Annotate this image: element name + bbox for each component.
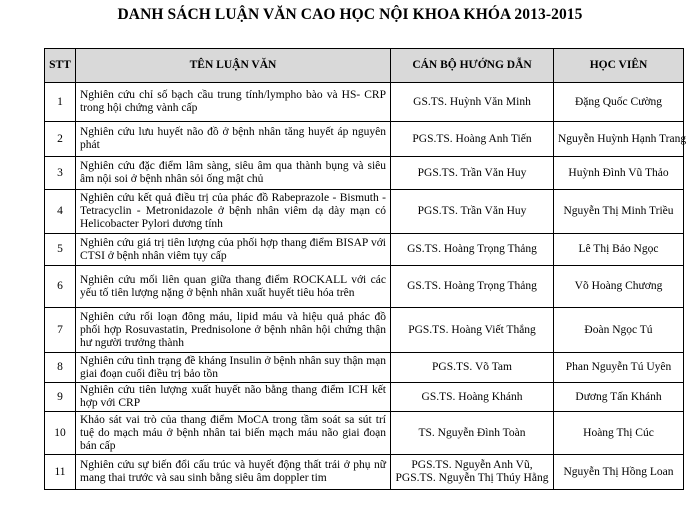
row-student: Đặng Quốc Cường (554, 83, 684, 122)
table-row (45, 412, 684, 455)
row-thesis: Nghiên cứu mối liên quan giữa thang điểm ROCKALL với các yếu tố tiên lượng nặng ở bệnh nhân xuất huyết tiêu hóa trên (76, 266, 391, 308)
row-thesis: Khảo sát vai trò của thang điểm MoCA trong tầm soát sa sút trí tuệ do mạch máu ở bệnh nhân tai biến mạch máu não giai đoạn bán cấp (76, 412, 391, 455)
row-thesis: Nghiên cứu sự biến đổi cấu trúc và huyết động thất trái ở phụ nữ mang thai trước và sau sinh bằng siêu âm doppler tim (76, 455, 391, 490)
row-advisor-2: PGS.TS. Nguyễn Thị Thúy Hằng (395, 472, 549, 484)
row-advisor: PGS.TS. Trần Văn Huy (391, 157, 554, 190)
row-stt: 1 (45, 83, 76, 122)
row-stt: 9 (45, 383, 76, 412)
row-advisor: PGS.TS. Hoàng Anh Tiến (391, 122, 554, 157)
thesis-table (44, 48, 687, 490)
row-stt: 10 (45, 412, 76, 455)
row-stt: 7 (45, 308, 76, 353)
row-advisor: GS.TS. Hoàng Trọng Thảng (391, 266, 554, 308)
table-row (45, 266, 684, 308)
row-advisor: GS.TS. Hoàng Trọng Thảng (391, 234, 554, 266)
row-advisor: GS.TS. Hoàng Khánh (391, 383, 554, 412)
header-advisor: CÁN BỘ HƯỚNG DẪN (391, 49, 554, 83)
row-stt: 11 (45, 455, 76, 490)
header-thesis: TÊN LUẬN VĂN (76, 49, 391, 83)
table-row (45, 383, 684, 412)
row-student: Nguyễn Thị Minh Triều (554, 190, 684, 234)
row-advisor: TS. Nguyễn Đình Toàn (391, 412, 554, 455)
row-advisor: PGS.TS. Hoàng Viết Thắng (391, 308, 554, 353)
row-stt: 8 (45, 353, 76, 383)
table-row (45, 122, 684, 157)
row-student: Dương Tấn Khánh (554, 383, 684, 412)
row-thesis: Nghiên cứu rối loạn đông máu, lipid máu và hiệu quả phác đồ phối hợp Rosuvastatin, Prednisolone ở bệnh nhân hội chứng thận hư người trưởng thành (76, 308, 391, 353)
row-student: Nguyễn Thị Hồng Loan (554, 455, 684, 490)
row-student: Huỳnh Đình Vũ Thảo (554, 157, 684, 190)
row-thesis: Nghiên cứu tình trạng đề kháng Insulin ở bệnh nhân suy thận mạn giai đoạn cuối điều trị bảo tồn (76, 353, 391, 383)
row-thesis: Nghiên cứu giá trị tiên lượng của phối hợp thang điểm BISAP với CTSI ở bệnh nhân viêm tụy cấp (76, 234, 391, 266)
row-advisor: PGS.TS. Võ Tam (391, 353, 554, 383)
row-advisor-cell (391, 455, 554, 490)
row-stt: 2 (45, 122, 76, 157)
table-row (45, 157, 684, 190)
table-row (45, 190, 684, 234)
row-thesis: Nghiên cứu chỉ số bạch cầu trung tính/lympho bào và HS- CRP trong hội chứng vành cấp (76, 83, 391, 122)
row-thesis: Nghiên cứu lưu huyết não đồ ở bệnh nhân tăng huyết áp nguyên phát (76, 122, 391, 157)
row-stt: 3 (45, 157, 76, 190)
table-row (45, 455, 684, 490)
row-student: Nguyễn Huỳnh Hạnh Trang (554, 122, 684, 157)
page-title: DANH SÁCH LUẬN VĂN CAO HỌC NỘI KHOA KHÓA 2013-2015 (117, 6, 583, 23)
row-stt: 6 (45, 266, 76, 308)
row-student: Phan Nguyễn Tú Uyên (554, 353, 684, 383)
table-row (45, 308, 684, 353)
row-student: Hoàng Thị Cúc (554, 412, 684, 455)
row-student: Đoàn Ngọc Tú (554, 308, 684, 353)
row-advisor: GS.TS. Huỳnh Văn Minh (391, 83, 554, 122)
row-thesis: Nghiên cứu kết quả điều trị của phác đồ Rabeprazole - Bismuth - Tetracyclin - Metronidazole ở bệnh nhân viêm dạ dày mạn có Helicobacter Pylori dương tính (76, 190, 391, 234)
header-stt: STT (45, 49, 76, 83)
row-stt: 4 (45, 190, 76, 234)
table-row (45, 83, 684, 122)
row-student: Lê Thị Bảo Ngọc (554, 234, 684, 266)
table-header-row (45, 49, 684, 83)
row-advisor: PGS.TS. Nguyễn Anh Vũ, (411, 459, 533, 471)
row-stt: 5 (45, 234, 76, 266)
table-row (45, 234, 684, 266)
header-student: HỌC VIÊN (554, 49, 684, 83)
row-student: Võ Hoàng Chương (554, 266, 684, 308)
row-thesis: Nghiên cứu đặc điểm lâm sàng, siêu âm qua thành bụng và siêu âm nội soi ở bệnh nhân sỏi ống mật chủ (76, 157, 391, 190)
table-row (45, 353, 684, 383)
row-advisor: PGS.TS. Trần Văn Huy (391, 190, 554, 234)
row-thesis: Nghiên cứu tiên lượng xuất huyết não bằng thang điểm ICH kết hợp với CRP (76, 383, 391, 412)
